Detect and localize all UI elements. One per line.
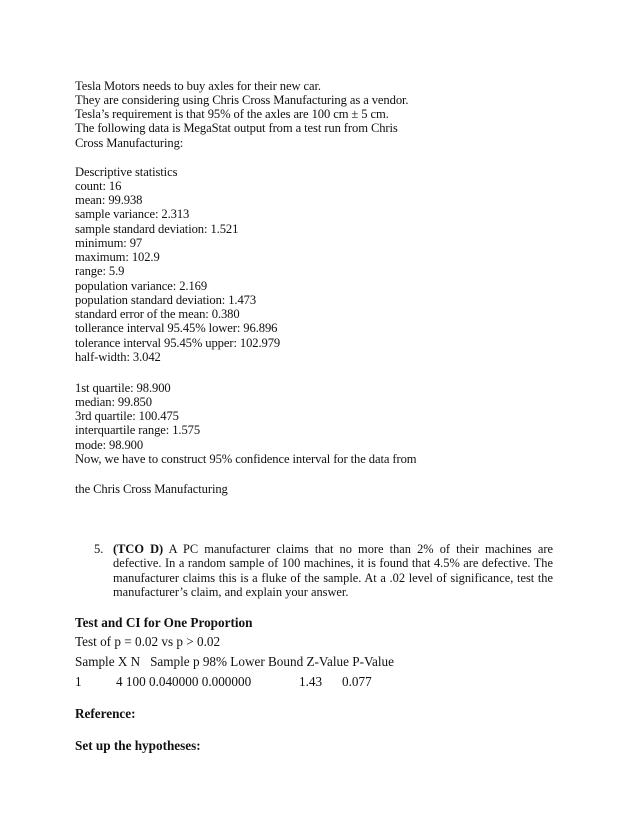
reference-heading: Reference: <box>75 706 136 721</box>
stat-line: minimum: 97 <box>75 236 143 250</box>
stat-line: sample standard deviation: 1.521 <box>75 222 239 236</box>
question-number: 5. <box>94 542 104 556</box>
setup-heading: Set up the hypotheses: <box>75 738 201 753</box>
row-sample: 1 <box>75 674 82 689</box>
test-hypothesis: Test of p = 0.02 vs p > 0.02 <box>75 634 221 649</box>
stat-line: population standard deviation: 1.473 <box>75 293 257 307</box>
intro-line: They are considering using Chris Cross Manufacturing as a vendor. <box>75 93 409 107</box>
question-text <box>113 542 553 599</box>
stat-line: tollerance interval 95.45% lower: 96.896 <box>75 321 278 335</box>
quartile-line: 3rd quartile: 100.475 <box>75 409 179 423</box>
stat-line: mean: 99.938 <box>75 193 143 207</box>
row-values: 4 100 0.040000 0.000000 <box>116 674 252 689</box>
stat-line: count: 16 <box>75 179 122 193</box>
stat-line: sample variance: 2.313 <box>75 207 190 221</box>
quartile-line: mode: 98.900 <box>75 438 144 452</box>
quartile-line: median: 99.850 <box>75 395 152 409</box>
test-table-header: Sample X N Sample p 98% Lower Bound Z-Value P-Value <box>75 654 395 669</box>
stat-line: maximum: 102.9 <box>75 250 160 264</box>
intro-line: Cross Manufacturing: <box>75 136 184 150</box>
question-body: A PC manufacturer claims that no more than 2% of their machines are defective. In a random sample of 100 machines, it is found that 4.5% are defective. The manufacturer claims this is a fluke of the sample. At a .02 level of significance, test the manufacturer’s claim, and explain your answer. <box>113 542 553 599</box>
stat-line: standard error of the mean: 0.380 <box>75 307 240 321</box>
question-label: (TCO D) <box>113 542 164 556</box>
stat-line: half-width: 3.042 <box>75 350 161 364</box>
test-title: Test and CI for One Proportion <box>75 615 253 630</box>
quartile-line: interquartile range: 1.575 <box>75 423 201 437</box>
quartile-line: 1st quartile: 98.900 <box>75 381 171 395</box>
row-z-value: 1.43 <box>299 674 323 689</box>
row-p-value: 0.077 <box>342 674 372 689</box>
intro-line: Tesla’s requirement is that 95% of the axles are 100 cm ± 5 cm. <box>75 107 389 121</box>
stat-line: tolerance interval 95.45% upper: 102.979 <box>75 336 281 350</box>
intro-line: Tesla Motors needs to buy axles for their new car. <box>75 79 321 93</box>
stats-heading: Descriptive statistics <box>75 165 178 179</box>
continuation-line: the Chris Cross Manufacturing <box>75 482 228 496</box>
stat-line: population variance: 2.169 <box>75 279 208 293</box>
intro-line: The following data is MegaStat output from a test run from Chris <box>75 121 398 135</box>
quartile-line: Now, we have to construct 95% confidence interval for the data from <box>75 452 417 466</box>
stat-line: range: 5.9 <box>75 264 125 278</box>
